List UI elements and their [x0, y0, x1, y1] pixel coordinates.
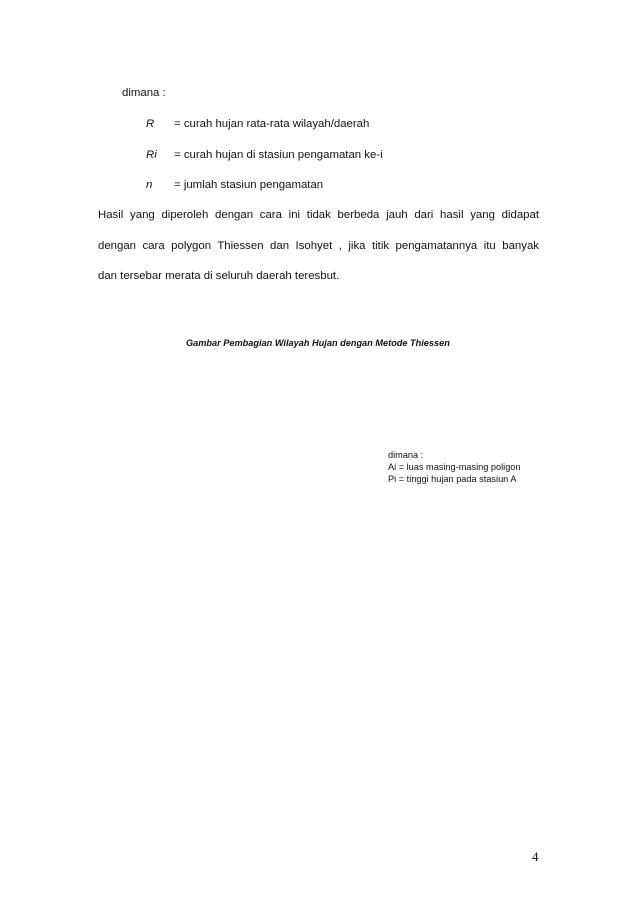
legend-line-ai: Ai = luas masing-masing poligon	[388, 462, 521, 472]
definition-symbol-ri: Ri	[146, 149, 157, 161]
figure-caption: Gambar Pembagian Wilayah Hujan dengan Metode Thiessen	[186, 338, 450, 348]
definition-symbol-n: n	[146, 179, 153, 191]
definition-text-n: = jumlah stasiun pengamatan	[174, 179, 324, 191]
definition-symbol-r: R	[146, 118, 155, 130]
legend-heading: dimana :	[388, 450, 424, 460]
legend-line-pi: Pi = tinggi hujan pada stasiun A	[388, 474, 517, 484]
paragraph-line-2: dengan cara polygon Thiessen dan Isohyet , jika titik pengamatannya itu banyak	[98, 240, 539, 252]
paragraph-line-1: Hasil yang diperoleh dengan cara ini tidak berbeda jauh dari hasil yang didapat	[98, 209, 539, 221]
figure-legend	[388, 449, 521, 485]
definition-text-ri: = curah hujan di stasiun pengamatan ke-i	[174, 149, 383, 161]
definitions-intro: dimana :	[122, 87, 166, 99]
definition-text-r: = curah hujan rata-rata wilayah/daerah	[174, 118, 370, 130]
page-number: 4	[532, 849, 539, 864]
paragraph-line-3: dan tersebar merata di seluruh daerah teresbut.	[98, 270, 340, 282]
